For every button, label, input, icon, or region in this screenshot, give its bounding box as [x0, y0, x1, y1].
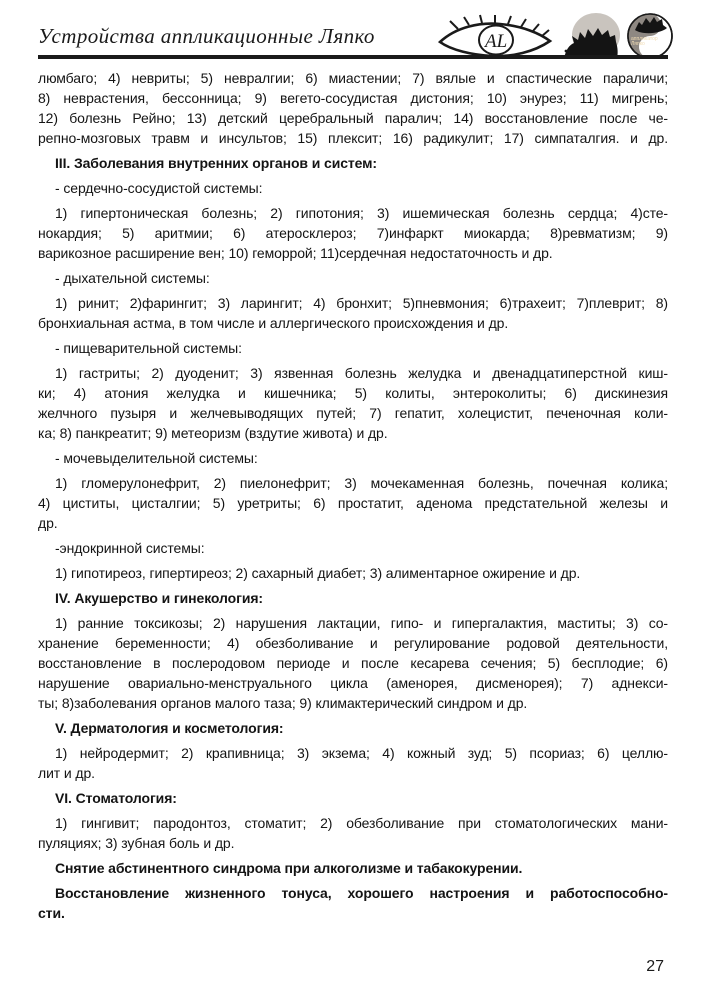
round-emblem-logo — [626, 10, 674, 60]
header-rule — [38, 55, 668, 59]
text-line: - сердечно-сосудистой системы: — [55, 180, 263, 196]
text-line: пуляциях; 3) зубная боль и др. — [38, 835, 235, 851]
paragraph — [38, 338, 668, 358]
text-line: восстановление в послеродовом периоде и после кесарева сечения; 5) бесплодие; 6) — [38, 655, 668, 671]
text-line: 1) гипотиреоз, гипертиреоз; 2) сахарный диабет; 3) алиментарное ожирение и др. — [55, 565, 581, 581]
page-header-title: Устройства аппликационные Ляпко — [38, 24, 375, 48]
paragraph — [38, 613, 668, 713]
paragraph — [38, 473, 668, 533]
text-line: 1) гингивит; пародонтоз, стоматит; 2) обезболивание при стоматологических мани- — [55, 815, 668, 831]
paragraph — [38, 203, 668, 263]
round-emblem-icon — [626, 10, 674, 60]
text-line: 8) неврастения, бессонница; 9) вегето-сосудистая дистония; 10) энурез; 11) мигрень; — [38, 90, 668, 106]
text-line: ты; 8)заболевания органов малого таза; 9) климактерический синдром и др. — [38, 695, 528, 711]
body-text — [38, 68, 668, 923]
text-line: 1) ринит; 2)фарингит; 3) ларингит; 4) бронхит; 5)пневмония; 6)трахеит; 7)плеврит; 8) — [55, 295, 668, 311]
paragraph — [38, 538, 668, 558]
paragraph — [38, 448, 668, 468]
text-line: Снятие абстинентного синдрома при алкоголизме и табакокурении. — [55, 860, 523, 876]
section-heading — [38, 858, 668, 878]
text-line: - пищеварительной системы: — [55, 340, 242, 356]
text-line: ка; 8) панкреатит; 9) метеоризм (вздутие живота) и др. — [38, 425, 388, 441]
section-heading — [38, 153, 668, 173]
header-logos — [436, 10, 674, 60]
text-line: желчного пузыря и желчевыводящих путей; 7) гепатит, холецистит, печеночная коли- — [38, 405, 668, 421]
text-line: нарушение овариально-менструального цикла (аменорея, дисменорея); 7) аднекси- — [38, 675, 668, 691]
text-line: 1) нейродермит; 2) крапивница; 3) экзема; 4) кожный зуд; 5) псориаз; 6) целлю- — [55, 745, 668, 761]
text-line: бронхиальная астма, в том числе и аллергического происхождения и др. — [38, 315, 509, 331]
text-line: 1) гастриты; 2) дуоденит; 3) язвенная болезнь желудка и двенадцатиперстной киш- — [55, 365, 668, 381]
text-line: 1) гломерулонефрит, 2) пиелонефрит; 3) мочекаменная болезнь, почечная колика; — [55, 475, 668, 491]
text-line: IV. Акушерство и гинекология: — [55, 590, 263, 606]
paragraph — [38, 563, 668, 583]
text-line: репно-мозговых травм и инсультов; 15) плексит; 16) радикулит; 17) симпаталгия. и др. — [38, 130, 668, 146]
section-heading — [38, 588, 668, 608]
paragraph — [38, 268, 668, 288]
text-line: варикозное расширение вен; 10) геморрой; 11)сердечная недостаточность и др. — [38, 245, 553, 261]
text-line: люмбаго; 4) невриты; 5) невралгии; 6) миастении; 7) вялые и спастические параличи; — [38, 70, 668, 86]
section-heading — [38, 718, 668, 738]
text-line: 1) ранние токсикозы; 2) нарушения лактации, гипо- и гипергалактия, маститы; 3) со- — [55, 615, 668, 631]
text-line: ки; 4) атония желудка и кишечника; 5) колиты, энтероколиты; 6) дискинезия — [38, 385, 668, 401]
text-line: - мочевыделительной системы: — [55, 450, 258, 466]
paragraph — [38, 178, 668, 198]
text-line: - дыхательной системы: — [55, 270, 210, 286]
text-line: др. — [38, 515, 58, 531]
al-monogram-text: AL — [485, 31, 508, 52]
paragraph — [38, 363, 668, 443]
text-line: 12) болезнь Рейно; 13) детский церебральный паралич; 14) восстановление после че- — [38, 110, 668, 126]
text-line: 4) циститы, цисталгии; 5) уретриты; 6) простатит, аденома предстательной железы и — [38, 495, 668, 511]
emblem-caption: аппликатор Ляпко — [631, 36, 658, 47]
text-line: III. Заболевания внутренних органов и систем: — [55, 155, 377, 171]
text-line: хранение беременности; 4) обезболивание и регулирование родовой деятельности, — [38, 635, 668, 651]
text-line: сти. — [38, 905, 65, 921]
page-number: 27 — [646, 958, 664, 975]
text-line: -эндокринной системы: — [55, 540, 205, 556]
paragraph — [38, 293, 668, 333]
text-line: нокардия; 5) аритмии; 6) атеросклероз; 7)инфаркт миокарда; 8)ревматизм; 9) — [38, 225, 668, 241]
paragraph — [38, 68, 668, 148]
section-heading — [38, 883, 668, 923]
paragraph — [38, 813, 668, 853]
paragraph — [38, 743, 668, 783]
hedgehog-sun-icon — [559, 12, 621, 60]
text-line: 1) гипертоническая болезнь; 2) гипотония; 3) ишемическая болезнь сердца; 4)сте- — [55, 205, 668, 221]
text-line: V. Дерматология и косметология: — [55, 720, 284, 736]
section-heading — [38, 788, 668, 808]
eye-al-logo-icon — [436, 14, 554, 60]
text-line: лит и др. — [38, 765, 95, 781]
text-line: VI. Стоматология: — [55, 790, 177, 806]
text-line: Восстановление жизненного тонуса, хорошего настроения и работоспособно- — [55, 885, 668, 901]
